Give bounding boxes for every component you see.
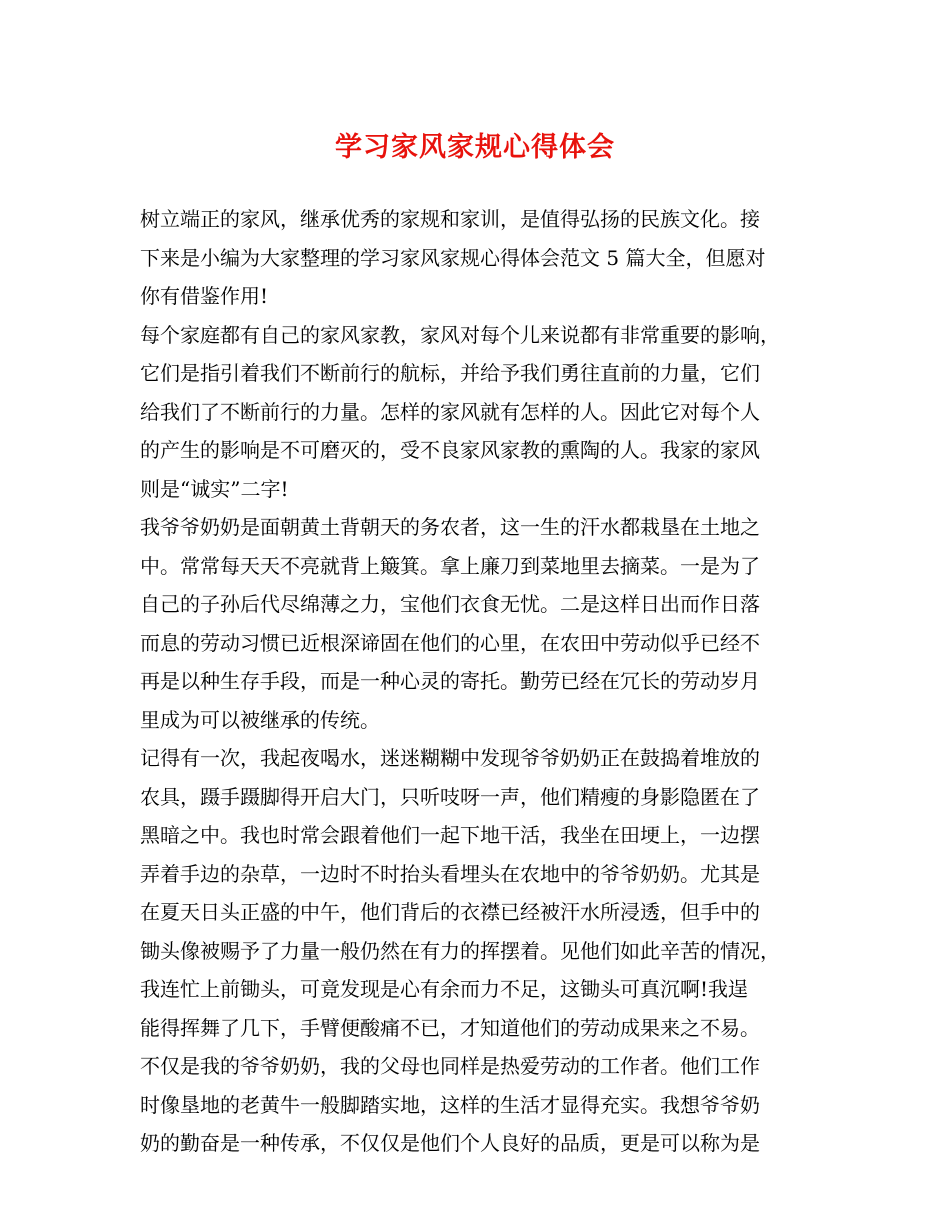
text-line: 它们是指引着我们不断前行的航标，并给予我们勇往直前的力量，它们 xyxy=(140,361,760,385)
paragraph-3 xyxy=(140,508,820,739)
text-line: 给我们了不断前行的力量。怎样的家风就有怎样的人。因此它对每个人 xyxy=(140,399,760,424)
text-line: 而息的劳动习惯已近根深谛固在他们的心里，在农田中劳动似乎已经不 xyxy=(140,630,760,655)
text-line: 奶的勤奋是一种传承，不仅仅是他们个人良好的品质，更是可以称为是 xyxy=(140,1131,760,1155)
text-line: 弄着手边的杂草，一边时不时抬头看埋头在农地中的爷爷奶奶。尤其是 xyxy=(140,861,760,886)
text-line: 则是“诚实”二字! xyxy=(140,476,289,501)
text-line: 记得有一次，我起夜喝水，迷迷糊糊中发现爷爷奶奶正在鼓捣着堆放的 xyxy=(140,746,760,770)
document-title: 学习家风家规心得体会 xyxy=(335,132,615,163)
text-line: 能得挥舞了几下，手臂便酸痛不已，才知道他们的劳动成果来之不易。 xyxy=(140,1015,760,1040)
paragraph-4 xyxy=(140,739,820,1047)
text-line: 我连忙上前锄头，可竟发现是心有余而力不足，这锄头可真沉啊!我逞 xyxy=(140,977,749,1001)
text-line: 树立端正的家风，继承优秀的家规和家训，是值得弘扬的民族文化。接 xyxy=(140,207,760,231)
text-line: 我爷爷奶奶是面朝黄土背朝天的务农者，这一生的汗水都栽垦在土地之 xyxy=(140,515,760,539)
text-line: 农具，蹑手蹑脚得开启大门，只听吱呀一声，他们精瘦的身影隐匿在了 xyxy=(140,784,760,809)
text-line: 下来是小编为大家整理的学习家风家规心得体会范文 5 篇大全，但愿对 xyxy=(140,245,766,270)
paragraph-2 xyxy=(140,316,820,509)
text-line: 在夏天日头正盛的中午，他们背后的衣襟已经被汗水所浸透，但手中的 xyxy=(140,900,760,924)
text-line: 时像垦地的老黄牛一般脚踏实地，这样的生活才显得充实。我想爷爷奶 xyxy=(140,1092,760,1117)
paragraph-5 xyxy=(140,1047,820,1163)
text-line: 黑暗之中。我也时常会跟着他们一起下地干活，我坐在田埂上，一边摆 xyxy=(140,823,760,847)
text-line: 你有借鉴作用! xyxy=(140,284,269,308)
text-line: 不仅是我的爷爷奶奶，我的父母也同样是热爱劳动的工作者。他们工作 xyxy=(140,1054,760,1078)
text-line: 自己的子孙后代尽绵薄之力，宝他们衣食无忧。二是这样日出而作日落 xyxy=(140,592,760,616)
paragraph-1 xyxy=(140,200,820,316)
text-line: 每个家庭都有自己的家风家教，家风对每个儿来说都有非常重要的影响， xyxy=(140,322,780,347)
text-line: 中。常常每天天不亮就背上簸箕。拿上廉刀到菜地里去摘菜。一是为了 xyxy=(140,553,760,578)
text-line: 再是以种生存手段，而是一种心灵的寄托。勤劳已经在冗长的劳动岁月 xyxy=(140,669,760,693)
text-line: 里成为可以被继承的传统。 xyxy=(140,707,380,732)
text-line: 的产生的影响是不可磨灭的，受不良家风家教的熏陶的人。我家的家风 xyxy=(140,438,760,462)
text-line: 锄头像被赐予了力量一般仍然在有力的挥摆着。见他们如此辛苦的情况， xyxy=(140,938,780,963)
document-body xyxy=(140,200,820,1163)
